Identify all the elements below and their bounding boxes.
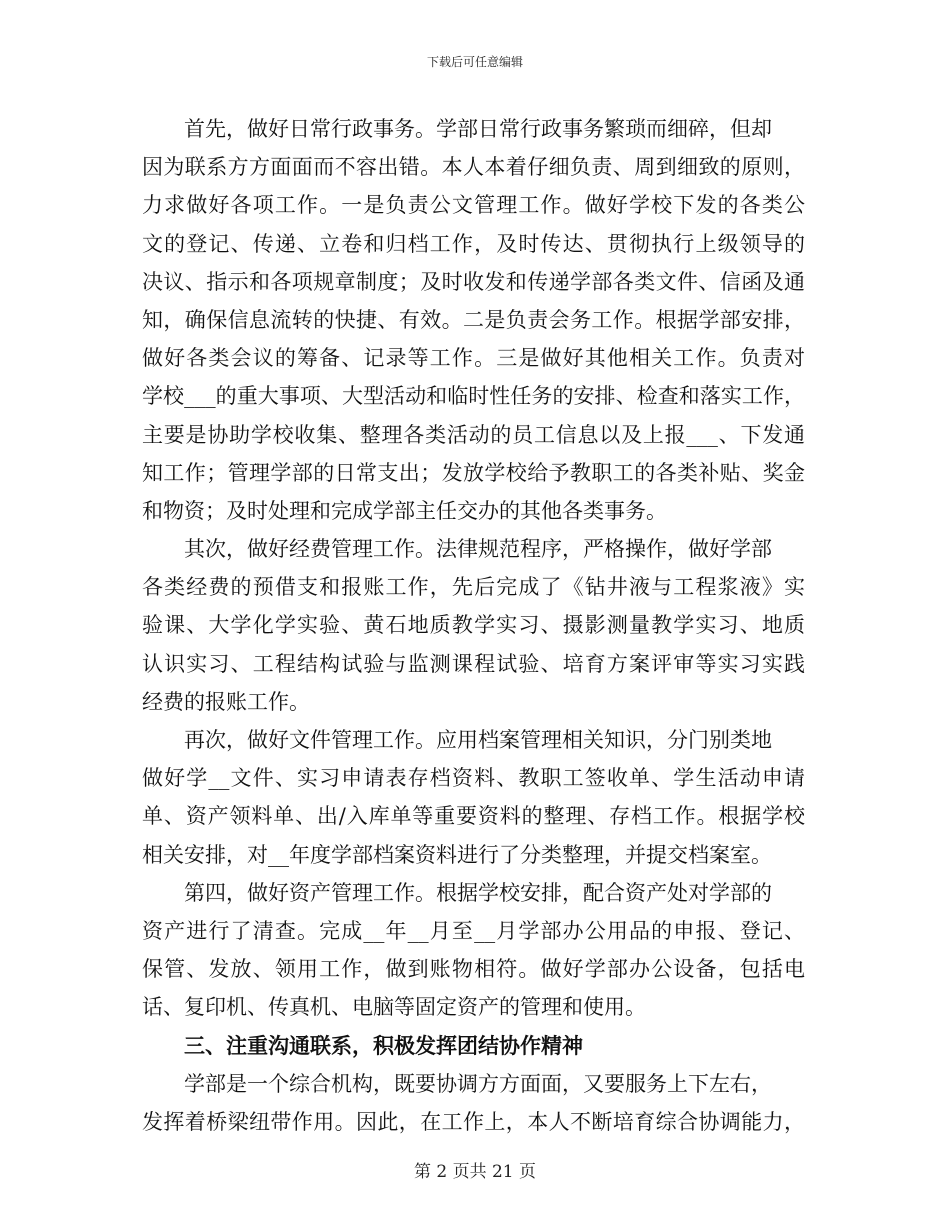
paragraph-line: 做好学__文件、实习申请表存档资料、教职工签收单、学生活动申请 <box>142 766 805 791</box>
paragraph-line: 因为联系方方面面而不容出错。本人本着仔细负责、周到细致的原则， <box>142 155 805 180</box>
paragraph-line: 知工作；管理学部的日常支出；发放学校给予教职工的各类补贴、奖金 <box>142 460 805 485</box>
paragraph-line: 和物资；及时处理和完成学部主任交办的其他各类事务。 <box>142 498 667 523</box>
paragraph-line: 做好各类会议的筹备、记录等工作。三是做好其他相关工作。负责对 <box>142 346 805 371</box>
paragraph-line: 认识实习、工程结构试验与监测课程试验、培育方案评审等实习实践 <box>142 651 805 676</box>
paragraph-line: 发挥着桥梁纽带作用。因此，在工作上，本人不断培育综合协调能力， <box>142 1109 805 1134</box>
paragraph-line: 其次，做好经费管理工作。法律规范程序，严格操作，做好学部 <box>184 537 772 562</box>
section-heading: 三、注重沟通联系，积极发挥团结协作精神 <box>184 1032 583 1058</box>
paragraph-line: 决议、指示和各项规章制度；及时收发和传递学部各类文件、信函及通 <box>142 269 805 294</box>
paragraph-line: 保管、发放、领用工作，做到账物相符。做好学部办公设备，包括电 <box>142 957 805 982</box>
paragraph-line: 资产进行了清查。完成__年__月至__月学部办公用品的申报、登记、 <box>142 918 805 943</box>
paragraph-line: 话、复印机、传真机、电脑等固定资产的管理和使用。 <box>142 995 646 1020</box>
paragraph-line: 各类经费的预借支和报账工作，先后完成了《钻井液与工程浆液》实 <box>142 575 805 600</box>
page-header: 下载后可任意编辑 <box>426 55 523 69</box>
page-footer: 第 2 页共 21 页 <box>413 1162 537 1182</box>
paragraph-line: 首先，做好日常行政事务。学部日常行政事务繁琐而细碎，但却 <box>184 117 772 141</box>
paragraph-line: 文的登记、传递、立卷和归档工作，及时传达、贯彻执行上级领导的 <box>142 231 805 256</box>
paragraph-line: 力求做好各项工作。一是负责公文管理工作。做好学校下发的各类公 <box>142 193 805 218</box>
paragraph-line: 验课、大学化学实验、黄石地质教学实习、摄影测量教学实习、地质 <box>142 613 805 638</box>
paragraph-line: 经费的报账工作。 <box>142 689 310 714</box>
paragraph-line: 再次，做好文件管理工作。应用档案管理相关知识，分门别类地 <box>184 728 772 752</box>
document-body <box>142 110 805 1141</box>
paragraph-line: 学校___的重大事项、大型活动和临时性任务的安排、检查和落实工作， <box>142 384 805 409</box>
paragraph-line: 学部是一个综合机构，既要协调方方面面，又要服务上下左右， <box>184 1071 772 1096</box>
paragraph-line: 知，确保信息流转的快捷、有效。二是负责会务工作。根据学部安排， <box>142 307 805 332</box>
paragraph-line: 主要是协助学校收集、整理各类活动的员工信息以及上报___、下发通 <box>142 422 805 447</box>
paragraph-line: 第四，做好资产管理工作。根据学校安排，配合资产处对学部的 <box>184 880 772 905</box>
paragraph-line: 单、资产领料单、出/入库单等重要资料的整理、存档工作。根据学校 <box>142 804 805 829</box>
paragraph-line: 相关安排，对__年度学部档案资料进行了分类整理，并提交档案室。 <box>142 842 772 867</box>
